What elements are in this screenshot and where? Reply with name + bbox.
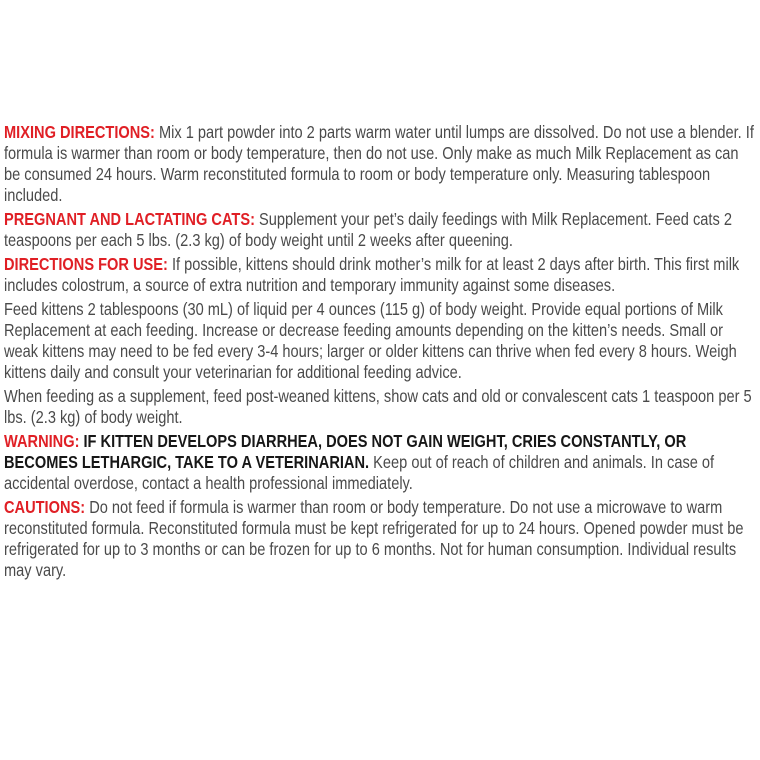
pregnant-lactating-cats-body: Supplement your pet’s daily feedings with Milk Replacement. Feed cats 2 teaspoons per each 5 lbs. (2.3 kg) of body weight until 2 weeks after queening. [4,209,732,250]
section-kitten-feeding-amounts [4,299,754,383]
cautions-heading: CAUTIONS: [4,497,86,517]
pregnant-lactating-cats-heading: PREGNANT AND LACTATING CATS: [4,209,255,229]
supplement-feeding-body: When feeding as a supplement, feed post-weaned kittens, show cats and old or convalescent cats 1 teaspoon per 5 lbs. (2.3 kg) of body weight. [4,386,752,427]
kitten-feeding-amounts-body: Feed kittens 2 tablespoons (30 mL) of liquid per 4 ounces (115 g) of body weight. Provide equal portions of Milk Replacement at each feeding. Increase or decrease feeding amounts depending on the kitten’s needs. Small or weak kittens may need to be fed every 3-4 hours; larger or older kittens can thrive when fed every 8 hours. Weigh kittens daily and consult your veterinarian for additional feeding advice. [4,299,737,382]
directions-text-block [4,122,754,584]
section-pregnant-and-lactating-cats [4,209,754,251]
warning-body: Keep out of reach of children and animals. In case of accidental overdose, contact a health professional immediately. [4,452,715,493]
mixing-directions-heading: MIXING DIRECTIONS: [4,122,155,142]
section-directions-for-use [4,254,754,296]
cautions-body: Do not feed if formula is warmer than room or body temperature. Do not use a microwave to warm reconstituted formula. Reconstituted formula must be kept refrigerated for up to 24 hours. Opened powder must be refrigerated for up to 3 months or can be frozen for up to 6 months. Not for human consumption. Individual results may vary. [4,497,744,580]
warning-bold-statement: IF KITTEN DEVELOPS DIARRHEA, DOES NOT GAIN WEIGHT, CRIES CONSTANTLY, OR BECOMES LETHARGIC, TAKE TO A VETERINARIAN. [4,431,687,472]
directions-for-use-heading: DIRECTIONS FOR USE: [4,254,168,274]
section-mixing-directions [4,122,754,206]
section-warning [4,431,754,494]
warning-heading: WARNING: [4,431,80,451]
directions-for-use-body: If possible, kittens should drink mother’s milk for at least 2 days after birth. This first milk includes colostrum, a source of extra nutrition and temporary immunity against some diseases. [4,254,740,295]
mixing-directions-body: Mix 1 part powder into 2 parts warm water until lumps are dissolved. Do not use a blender. If formula is warmer than room or body temperature, then do not use. Only make as much Milk Replacement as can be consumed 24 hours. Warm reconstituted formula to room or body temperature only. Measuring tablespoon included. [4,122,754,205]
section-cautions [4,497,754,581]
section-supplement-feeding [4,386,754,428]
